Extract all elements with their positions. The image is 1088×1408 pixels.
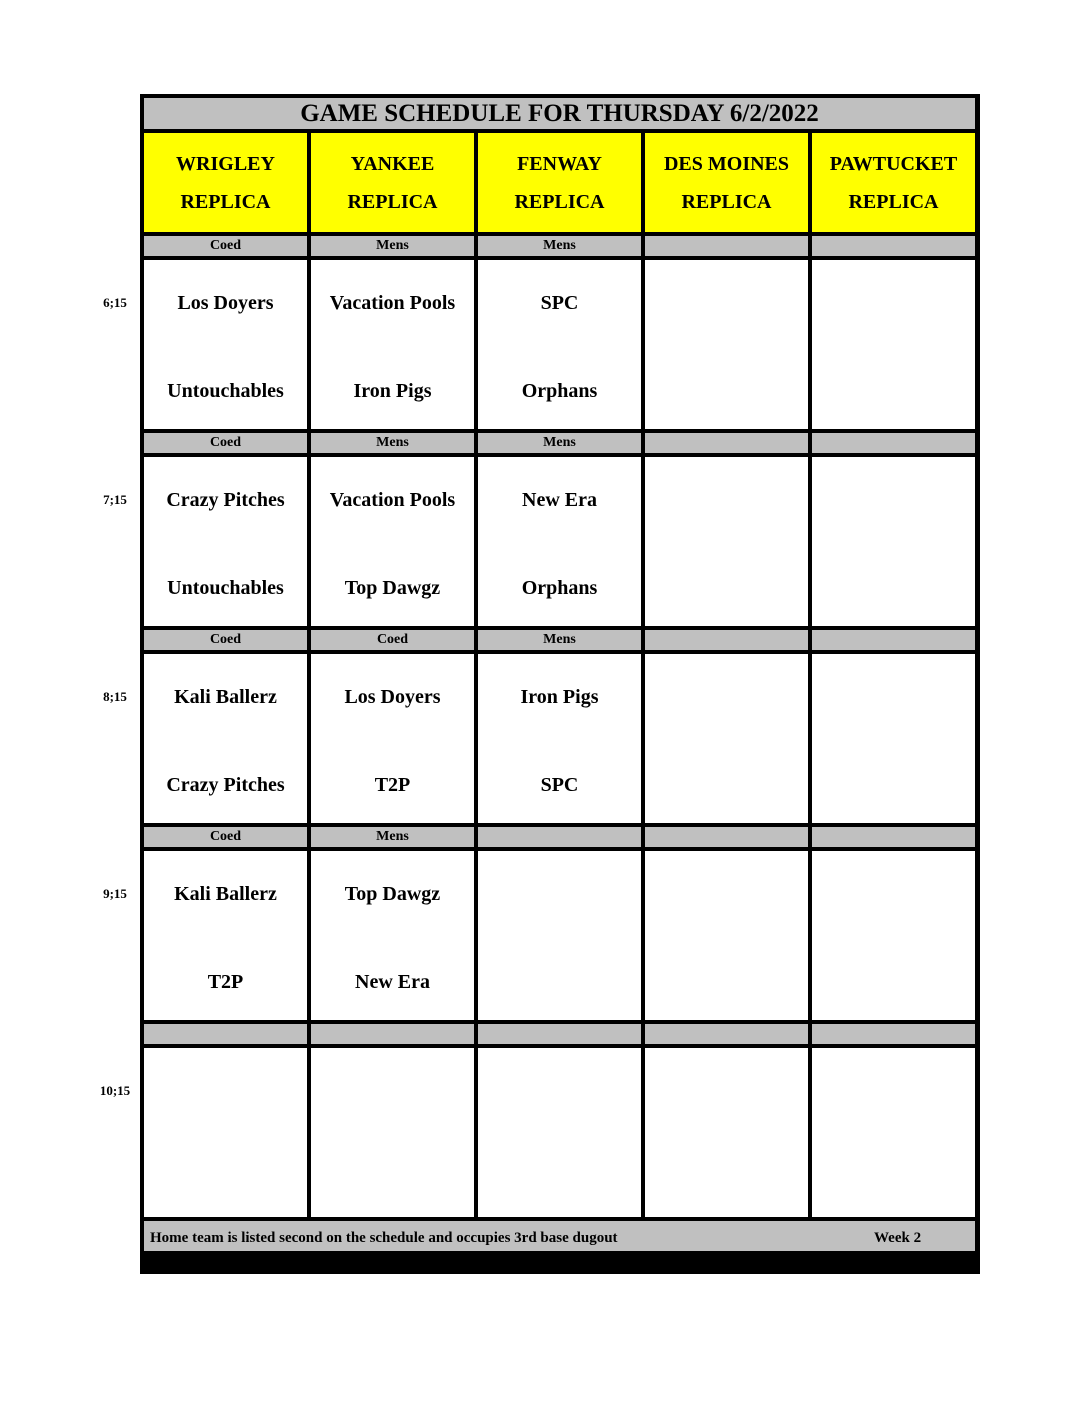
division-label: Mens bbox=[478, 630, 641, 650]
home-team: New Era bbox=[355, 971, 430, 993]
field-name: PAWTUCKET bbox=[829, 152, 958, 175]
division-label: Mens bbox=[478, 236, 641, 256]
game-cell bbox=[645, 1048, 808, 1217]
division-label bbox=[812, 827, 975, 847]
division-label: Coed bbox=[144, 827, 307, 847]
division-label bbox=[144, 1024, 307, 1044]
game-cell bbox=[478, 260, 641, 429]
home-team: Untouchables bbox=[167, 380, 284, 402]
division-label bbox=[645, 630, 808, 650]
division-label bbox=[478, 1024, 641, 1044]
division-label bbox=[645, 236, 808, 256]
footer-note-row bbox=[144, 1221, 975, 1251]
division-label: Coed bbox=[144, 630, 307, 650]
game-cell bbox=[311, 851, 474, 1020]
game-cell bbox=[812, 654, 975, 823]
home-team: T2P bbox=[207, 971, 244, 993]
week-label: Week 2 bbox=[874, 1230, 922, 1246]
time-slot-label: 9;15 bbox=[103, 886, 127, 901]
division-label: Coed bbox=[144, 433, 307, 453]
game-cell bbox=[645, 851, 808, 1020]
away-team: Los Doyers bbox=[177, 292, 274, 314]
away-team: Kali Ballerz bbox=[174, 686, 277, 708]
home-team: T2P bbox=[374, 774, 411, 796]
away-team: Crazy Pitches bbox=[166, 489, 285, 511]
game-cell bbox=[478, 1048, 641, 1217]
field-type: REPLICA bbox=[514, 190, 605, 213]
division-label bbox=[478, 827, 641, 847]
game-cell bbox=[478, 654, 641, 823]
away-team: Vacation Pools bbox=[329, 489, 456, 511]
field-header bbox=[645, 133, 808, 232]
division-label: Mens bbox=[311, 827, 474, 847]
game-cell bbox=[311, 654, 474, 823]
game-cell bbox=[645, 457, 808, 626]
division-label bbox=[812, 433, 975, 453]
division-label bbox=[812, 236, 975, 256]
division-label: Coed bbox=[311, 630, 474, 650]
division-label: Mens bbox=[311, 236, 474, 256]
field-type: REPLICA bbox=[347, 190, 438, 213]
field-name: YANKEE bbox=[350, 152, 435, 175]
time-slot-label: 7;15 bbox=[103, 492, 127, 507]
game-cell bbox=[144, 1048, 307, 1217]
home-team: Top Dawgz bbox=[344, 577, 441, 599]
home-team: Untouchables bbox=[167, 577, 284, 599]
field-name: WRIGLEY bbox=[176, 152, 275, 175]
game-cell bbox=[144, 260, 307, 429]
field-type: REPLICA bbox=[180, 190, 271, 213]
away-team: Iron Pigs bbox=[520, 686, 599, 708]
game-cell bbox=[812, 457, 975, 626]
division-label bbox=[812, 1024, 975, 1044]
division-label: Mens bbox=[478, 433, 641, 453]
home-team: Crazy Pitches bbox=[166, 774, 285, 796]
division-label bbox=[812, 630, 975, 650]
game-cell bbox=[478, 851, 641, 1020]
time-slot-label: 10;15 bbox=[99, 1083, 131, 1098]
field-header bbox=[311, 133, 474, 232]
game-cell bbox=[144, 654, 307, 823]
field-name: FENWAY bbox=[517, 152, 602, 175]
away-team: Kali Ballerz bbox=[174, 883, 277, 905]
away-team: New Era bbox=[522, 489, 597, 511]
game-cell bbox=[812, 260, 975, 429]
division-label bbox=[645, 827, 808, 847]
footer-note: Home team is listed second on the schedule and occupies 3rd base dugout bbox=[150, 1230, 618, 1246]
game-cell bbox=[311, 1048, 474, 1217]
game-cell bbox=[311, 260, 474, 429]
home-team: Orphans bbox=[521, 380, 598, 402]
time-slot-label: 8;15 bbox=[103, 689, 127, 704]
game-cell bbox=[144, 851, 307, 1020]
game-cell bbox=[645, 654, 808, 823]
division-label bbox=[311, 1024, 474, 1044]
away-team: Vacation Pools bbox=[329, 292, 456, 314]
page-title: GAME SCHEDULE FOR THURSDAY 6/2/2022 bbox=[144, 98, 975, 129]
division-label bbox=[645, 1024, 808, 1044]
field-name: DES MOINES bbox=[663, 152, 790, 175]
game-cell bbox=[144, 457, 307, 626]
away-team: SPC bbox=[540, 292, 579, 314]
field-header bbox=[144, 133, 307, 232]
away-team: Top Dawgz bbox=[344, 883, 441, 905]
field-header bbox=[812, 133, 975, 232]
division-label: Coed bbox=[144, 236, 307, 256]
game-cell bbox=[311, 457, 474, 626]
field-type: REPLICA bbox=[848, 190, 939, 213]
field-header bbox=[478, 133, 641, 232]
home-team: Orphans bbox=[521, 577, 598, 599]
home-team: SPC bbox=[540, 774, 579, 796]
division-label bbox=[645, 433, 808, 453]
game-cell bbox=[478, 457, 641, 626]
game-cell bbox=[812, 851, 975, 1020]
away-team: Los Doyers bbox=[344, 686, 441, 708]
time-slot-label: 6;15 bbox=[103, 295, 127, 310]
home-team: Iron Pigs bbox=[353, 380, 432, 402]
game-cell bbox=[645, 260, 808, 429]
game-cell bbox=[812, 1048, 975, 1217]
schedule-table bbox=[140, 94, 980, 1274]
division-label: Mens bbox=[311, 433, 474, 453]
field-type: REPLICA bbox=[681, 190, 772, 213]
